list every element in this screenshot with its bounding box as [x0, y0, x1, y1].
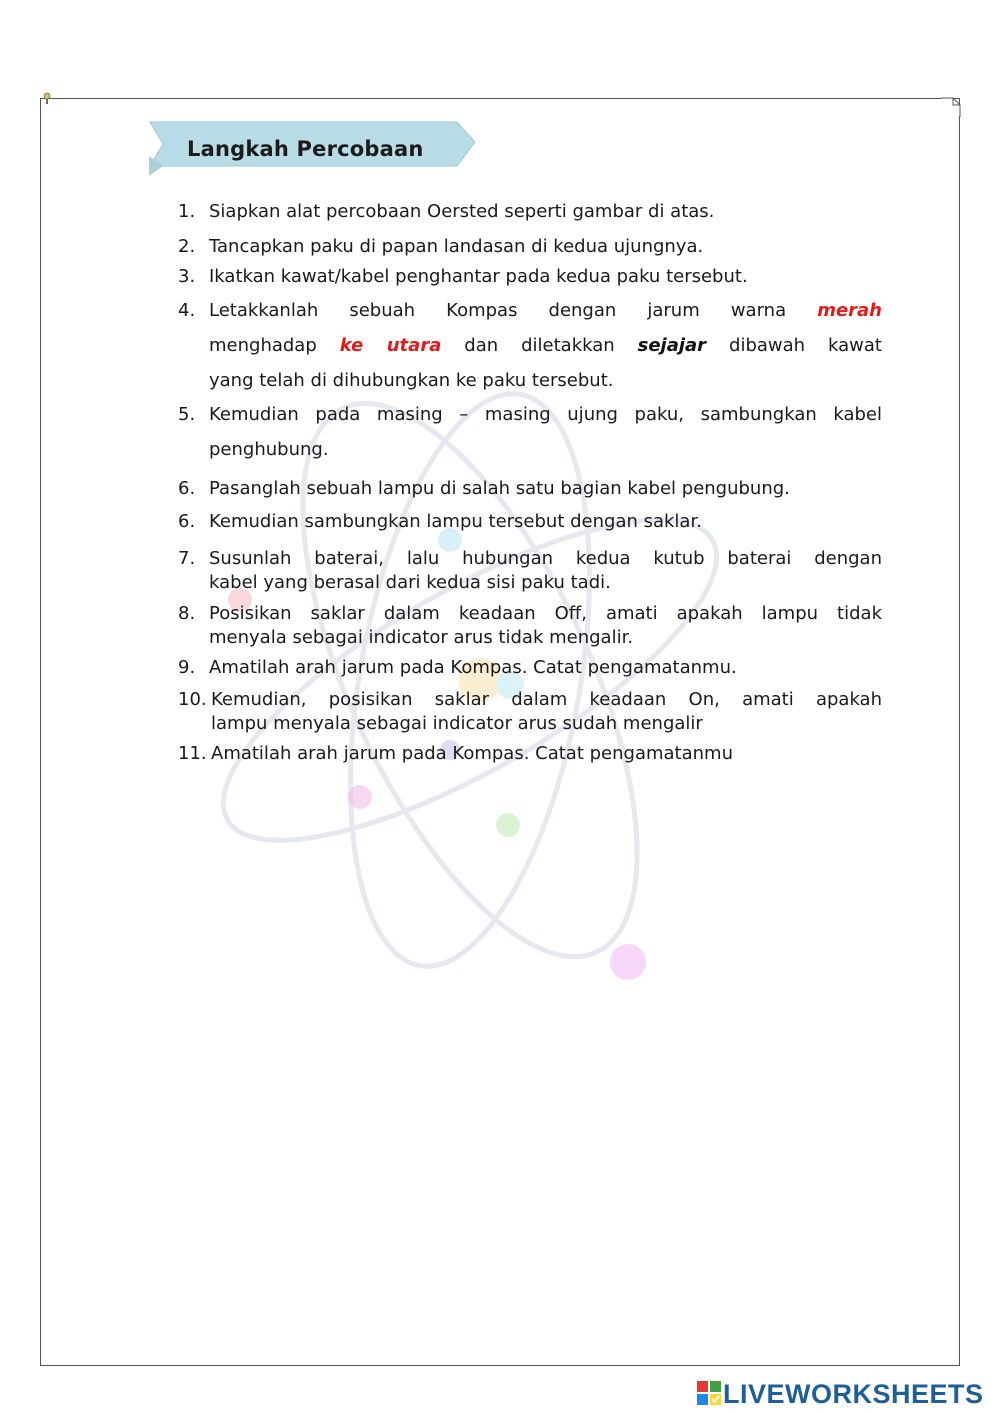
- step-text-part: kabel yang berasal dari kedua sisi paku tadi.: [209, 572, 611, 593]
- step-number: 11.: [178, 743, 207, 764]
- step-text: Ikatkan kawat/kabel penghantar pada kedua paku tersebut.: [209, 266, 748, 287]
- step-text: [211, 688, 882, 736]
- step-text: Tancapkan paku di papan landasan di kedua ujungnya.: [209, 236, 704, 257]
- logo-text: LIVEWORKSHEETS: [723, 1379, 984, 1409]
- step-text: [209, 397, 882, 467]
- section-title: Langkah Percobaan: [187, 137, 424, 161]
- section-banner: [145, 120, 477, 178]
- step-text-part: Kemudian, posisikan saklar dalam keadaan On, amati apakah: [211, 689, 882, 710]
- step-number: 3.: [178, 266, 196, 287]
- step-text-part: Letakkanlah sebuah Kompas dengan jarum warna: [209, 300, 787, 321]
- step-number: 6.: [178, 511, 196, 532]
- step-text: Kemudian sambungkan lampu tersebut dengan saklar.: [209, 511, 702, 532]
- step-text-part: dan diletakkan: [464, 335, 615, 356]
- step-text-part: penghubung.: [209, 439, 329, 460]
- step-text-part: Susunlah baterai, lalu hubungan kedua kutub baterai dengan: [209, 548, 882, 569]
- page-fold-icon: [941, 97, 961, 117]
- step-number: 1.: [178, 201, 196, 222]
- step-text: Pasanglah sebuah lampu di salah satu bagian kabel pengubung.: [209, 478, 790, 499]
- emphasis-red: merah: [817, 300, 882, 321]
- pin-icon: [42, 92, 52, 104]
- step-text: [209, 293, 882, 398]
- step-text-part: lampu menyala sebagai indicator arus sudah mengalir: [211, 713, 703, 734]
- step-text: Siapkan alat percobaan Oersted seperti gambar di atas.: [209, 201, 715, 222]
- step-number: 4.: [178, 300, 196, 321]
- step-text: Amatilah arah jarum pada Kompas. Catat pengamatanmu: [211, 743, 733, 764]
- step-text-part: Kemudian pada masing – masing ujung paku, sambungkan kabel: [209, 404, 882, 425]
- bottom-divider: [40, 1365, 960, 1366]
- emphasis-red: ke utara: [339, 335, 442, 356]
- step-text-part: dibawah kawat: [729, 335, 882, 356]
- step-number: 9.: [178, 657, 196, 678]
- step-number: 6.: [178, 478, 196, 499]
- step-text: [209, 547, 882, 595]
- step-number: 5.: [178, 404, 196, 425]
- liveworksheets-logo-icon: [697, 1381, 721, 1405]
- step-text-part: menghadap: [209, 335, 317, 356]
- liveworksheets-logo[interactable]: [697, 1378, 997, 1408]
- step-number: 2.: [178, 236, 196, 257]
- step-text-part: Posisikan saklar dalam keadaan Off, amati apakah lampu tidak: [209, 603, 882, 624]
- step-text: Amatilah arah jarum pada Kompas. Catat pengamatanmu.: [209, 657, 737, 678]
- step-text-part: yang telah di dihubungkan ke paku tersebut.: [209, 370, 614, 391]
- step-number: 10.: [178, 689, 207, 710]
- emphasis-bold: sejajar: [637, 335, 707, 356]
- step-number: 8.: [178, 603, 196, 624]
- step-text: [209, 602, 882, 650]
- step-text-part: menyala sebagai indicator arus tidak mengalir.: [209, 627, 634, 648]
- step-number: 7.: [178, 548, 196, 569]
